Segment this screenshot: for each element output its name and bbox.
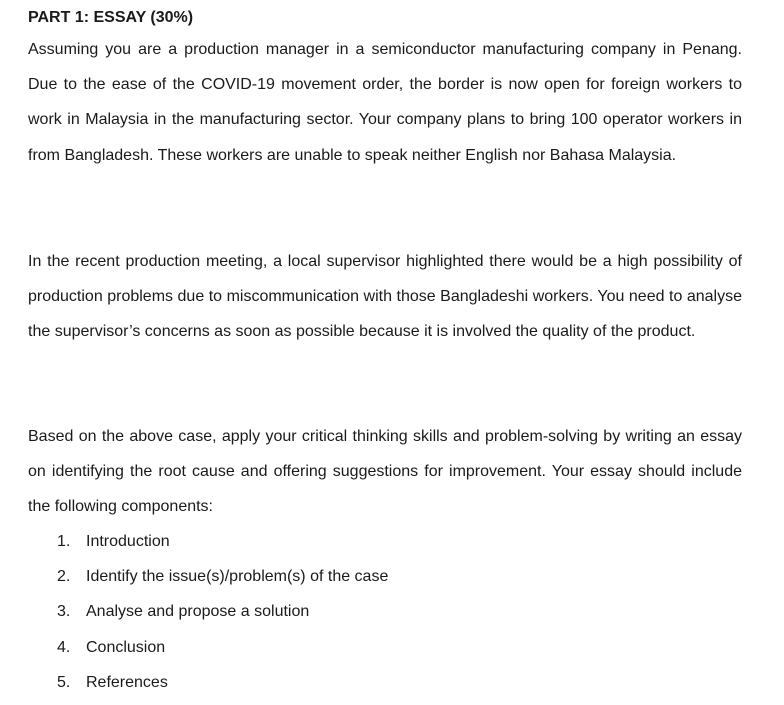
list-item-label: Identify the issue(s)/problem(s) of the case [86,568,389,586]
list-item-label: References [86,673,168,691]
list-item [57,594,388,629]
section-heading: PART 1: ESSAY (30%) [28,9,194,26]
list-item-label: Introduction [86,533,170,550]
list-item-number: 1. [57,533,71,550]
essay-components-list [57,524,388,700]
list-item-label: Analyse and propose a solution [86,603,310,621]
list-item [57,630,388,665]
list-item [57,524,388,559]
list-item [57,665,388,700]
list-item-number: 5. [57,673,71,691]
list-item [57,559,388,594]
paragraph-essay-instructions: Based on the above case, apply your critical thinking skills and problem-solving by writing an essay on identifying the root cause and offering suggestions for improvement. Your essay should include the following components: [28,428,742,516]
paragraph-supervisor-concern: In the recent production meeting, a local supervisor highlighted there would be a high possibility of production problems due to miscommunication with those Bangladeshi workers. You need to analyse the supervisor’s concerns as soon as possible because it is involved the quality of the product. [28,253,742,341]
list-item-number: 4. [57,638,71,656]
list-item-number: 2. [57,568,71,586]
list-item-label: Conclusion [86,638,166,656]
list-item-number: 3. [57,603,71,621]
paragraph-case-background: Assuming you are a production manager in a semiconductor manufacturing company in Penang. Due to the ease of the COVID-19 movement order, the border is now open for foreign workers to work in Malaysia in the manufacturing sector. Your company plans to bring 100 operator workers in from Bangladesh. These workers are unable to speak neither English nor Bahasa Malaysia. [28,41,742,164]
